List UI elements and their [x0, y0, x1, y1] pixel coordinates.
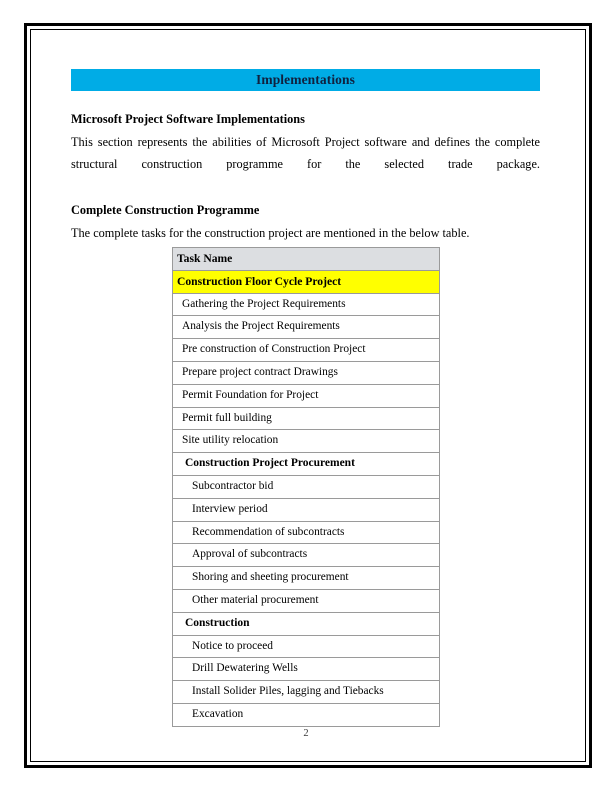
task-name-cell: Prepare project contract Drawings	[173, 361, 440, 384]
table-row	[173, 681, 440, 704]
table-row	[173, 521, 440, 544]
task-name-cell: Excavation	[173, 703, 440, 726]
task-name-cell: Shoring and sheeting procurement	[173, 567, 440, 590]
task-name-table	[172, 247, 440, 727]
task-name-cell: Permit Foundation for Project	[173, 384, 440, 407]
task-name-cell: Install Solider Piles, lagging and Tiebacks	[173, 681, 440, 704]
table-row	[173, 270, 440, 293]
table-row	[173, 361, 440, 384]
table-row	[173, 658, 440, 681]
table-row	[173, 498, 440, 521]
task-name-cell: Permit full building	[173, 407, 440, 430]
task-name-cell: Notice to proceed	[173, 635, 440, 658]
body-text-block	[71, 112, 540, 249]
task-name-cell: Site utility relocation	[173, 430, 440, 453]
task-name-cell: Construction Floor Cycle Project	[173, 270, 440, 293]
table-header-row	[173, 248, 440, 271]
table-row	[173, 635, 440, 658]
section-title-banner	[71, 69, 540, 91]
task-name-cell: Construction Project Procurement	[173, 453, 440, 476]
table-row	[173, 339, 440, 362]
column-header-task-name: Task Name	[173, 248, 440, 271]
table-row	[173, 567, 440, 590]
paragraph-software-implementations: This section represents the abilities of Microsoft Project software and defines the complete structural construction programme for the selected trade package.	[71, 135, 540, 171]
table-row	[173, 612, 440, 635]
task-name-cell: Approval of subcontracts	[173, 544, 440, 567]
task-name-cell: Interview period	[173, 498, 440, 521]
task-name-cell: Drill Dewatering Wells	[173, 658, 440, 681]
table-row	[173, 316, 440, 339]
table-row	[173, 453, 440, 476]
table-row	[173, 475, 440, 498]
page-number: 2	[303, 728, 309, 739]
table-row	[173, 589, 440, 612]
table-row	[173, 384, 440, 407]
task-name-cell: Subcontractor bid	[173, 475, 440, 498]
table-row	[173, 293, 440, 316]
task-name-cell: Analysis the Project Requirements	[173, 316, 440, 339]
task-name-cell: Recommendation of subcontracts	[173, 521, 440, 544]
task-name-cell: Construction	[173, 612, 440, 635]
task-name-cell: Gathering the Project Requirements	[173, 293, 440, 316]
task-name-cell: Other material procurement	[173, 589, 440, 612]
paragraph-complete-tasks: The complete tasks for the construction project are mentioned in the below table.	[71, 226, 470, 241]
page-title: Implementations	[256, 72, 355, 87]
table-row	[173, 544, 440, 567]
table-row	[173, 703, 440, 726]
table-row	[173, 430, 440, 453]
heading-microsoft-project-software-implementations: Microsoft Project Software Implementations	[71, 112, 305, 126]
table-row	[173, 407, 440, 430]
heading-complete-construction-programme: Complete Construction Programme	[71, 202, 260, 217]
task-name-cell: Pre construction of Construction Project	[173, 339, 440, 362]
